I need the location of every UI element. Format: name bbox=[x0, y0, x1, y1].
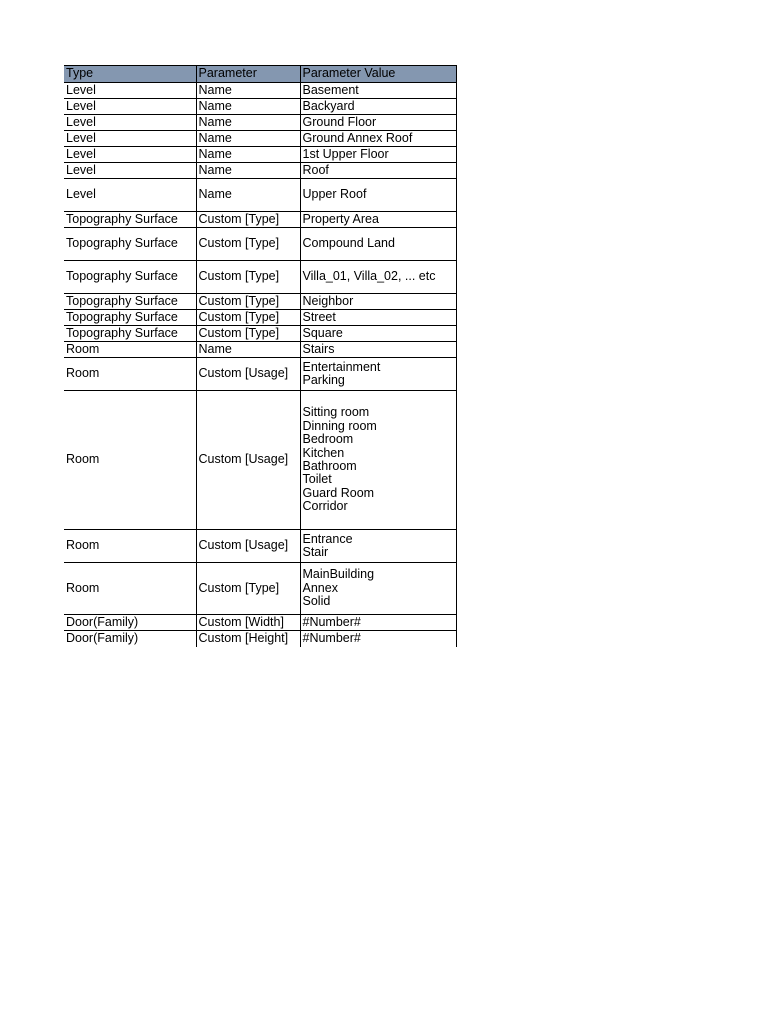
header-parameter-value: Parameter Value bbox=[300, 66, 456, 83]
table-row bbox=[64, 615, 456, 631]
header-row bbox=[64, 66, 456, 83]
value-line: #Number# bbox=[302, 631, 361, 646]
cell-parameter-value bbox=[300, 294, 456, 310]
cell-type: Level bbox=[64, 147, 196, 163]
value-line: Entertainment bbox=[302, 359, 381, 374]
cell-parameter: Name bbox=[196, 131, 300, 147]
cell-type: Topography Surface bbox=[64, 310, 196, 326]
cell-parameter-value bbox=[300, 261, 456, 294]
value-line: Backyard bbox=[302, 98, 355, 113]
table-row bbox=[64, 115, 456, 131]
table-row bbox=[64, 147, 456, 163]
cell-parameter-value bbox=[300, 631, 456, 647]
value-line: Stair bbox=[302, 545, 329, 559]
value-line: Basement bbox=[302, 82, 359, 97]
value-line: Stairs bbox=[302, 341, 335, 356]
cell-type: Level bbox=[64, 131, 196, 147]
value-line: Annex bbox=[302, 580, 338, 595]
cell-parameter-value bbox=[300, 358, 456, 391]
cell-parameter: Name bbox=[196, 342, 300, 358]
cell-parameter: Custom [Type] bbox=[196, 261, 300, 294]
cell-parameter: Name bbox=[196, 163, 300, 179]
value-line: Sitting room bbox=[302, 405, 370, 420]
cell-parameter-value bbox=[300, 530, 456, 563]
cell-parameter-value bbox=[300, 179, 456, 212]
cell-type: Level bbox=[64, 115, 196, 131]
cell-parameter: Custom [Width] bbox=[196, 615, 300, 631]
table-row bbox=[64, 310, 456, 326]
cell-parameter-value bbox=[300, 391, 456, 530]
value-line: Parking bbox=[302, 373, 345, 387]
cell-type: Topography Surface bbox=[64, 228, 196, 261]
cell-parameter: Name bbox=[196, 99, 300, 115]
cell-parameter-value bbox=[300, 131, 456, 147]
table-row bbox=[64, 342, 456, 358]
cell-type: Level bbox=[64, 99, 196, 115]
value-line: MainBuilding bbox=[302, 567, 375, 582]
cell-parameter-value bbox=[300, 310, 456, 326]
cell-type: Door(Family) bbox=[64, 615, 196, 631]
cell-parameter-value bbox=[300, 163, 456, 179]
cell-type: Level bbox=[64, 179, 196, 212]
header-type: Type bbox=[64, 66, 196, 83]
cell-parameter: Custom [Usage] bbox=[196, 358, 300, 391]
table-row bbox=[64, 179, 456, 212]
value-line: Corridor bbox=[302, 499, 348, 514]
cell-parameter: Custom [Type] bbox=[196, 310, 300, 326]
table-row bbox=[64, 530, 456, 563]
table-body bbox=[64, 83, 456, 647]
value-line: Dinning room bbox=[302, 418, 377, 433]
value-line: Square bbox=[302, 325, 343, 340]
cell-type: Room bbox=[64, 342, 196, 358]
cell-type: Door(Family) bbox=[64, 631, 196, 647]
table-row bbox=[64, 261, 456, 294]
cell-parameter: Name bbox=[196, 115, 300, 131]
cell-parameter: Custom [Type] bbox=[196, 294, 300, 310]
value-line: Neighbor bbox=[302, 293, 354, 308]
value-line: Bathroom bbox=[302, 459, 357, 473]
cell-type: Room bbox=[64, 530, 196, 563]
cell-type: Level bbox=[64, 83, 196, 99]
value-line: Roof bbox=[302, 162, 329, 177]
cell-parameter: Name bbox=[196, 83, 300, 99]
cell-parameter: Custom [Height] bbox=[196, 631, 300, 647]
cell-parameter-value bbox=[300, 147, 456, 163]
table-row bbox=[64, 131, 456, 147]
table-row bbox=[64, 212, 456, 228]
cell-type: Level bbox=[64, 163, 196, 179]
cell-parameter-value bbox=[300, 615, 456, 631]
cell-type: Room bbox=[64, 358, 196, 391]
value-line: Entrance bbox=[302, 531, 353, 546]
cell-parameter: Custom [Type] bbox=[196, 212, 300, 228]
value-line: Ground Floor bbox=[302, 114, 377, 129]
cell-parameter: Name bbox=[196, 179, 300, 212]
parameter-table bbox=[64, 65, 457, 647]
value-line: Solid bbox=[302, 594, 331, 609]
cell-type: Topography Surface bbox=[64, 212, 196, 228]
value-line: Ground Annex Roof bbox=[302, 130, 413, 145]
cell-parameter-value bbox=[300, 228, 456, 261]
value-line: #Number# bbox=[302, 614, 361, 629]
cell-parameter: Name bbox=[196, 147, 300, 163]
cell-parameter-value bbox=[300, 342, 456, 358]
value-line: Compound Land bbox=[302, 236, 395, 251]
table-row bbox=[64, 326, 456, 342]
value-line: Upper Roof bbox=[302, 187, 367, 202]
value-line: 1st Upper Floor bbox=[302, 146, 389, 161]
value-line: Kitchen bbox=[302, 445, 345, 460]
cell-type: Topography Surface bbox=[64, 261, 196, 294]
cell-parameter-value bbox=[300, 326, 456, 342]
cell-parameter: Custom [Usage] bbox=[196, 530, 300, 563]
cell-parameter-value bbox=[300, 99, 456, 115]
cell-type: Room bbox=[64, 563, 196, 615]
cell-type: Topography Surface bbox=[64, 326, 196, 342]
cell-parameter: Custom [Usage] bbox=[196, 391, 300, 530]
table-row bbox=[64, 83, 456, 99]
value-line: Guard Room bbox=[302, 485, 375, 500]
cell-type: Room bbox=[64, 391, 196, 530]
table-row bbox=[64, 631, 456, 647]
value-line: Property Area bbox=[302, 211, 379, 226]
cell-parameter-value bbox=[300, 83, 456, 99]
value-line: Bedroom bbox=[302, 432, 354, 447]
table-row bbox=[64, 163, 456, 179]
table-row bbox=[64, 358, 456, 391]
cell-parameter: Custom [Type] bbox=[196, 326, 300, 342]
cell-parameter-value bbox=[300, 563, 456, 615]
cell-parameter-value bbox=[300, 115, 456, 131]
table-row bbox=[64, 228, 456, 261]
cell-parameter-value bbox=[300, 212, 456, 228]
cell-type: Topography Surface bbox=[64, 294, 196, 310]
header-parameter: Parameter bbox=[196, 66, 300, 83]
value-line: Toilet bbox=[302, 472, 332, 487]
table-row bbox=[64, 391, 456, 530]
cell-parameter: Custom [Type] bbox=[196, 563, 300, 615]
table-row bbox=[64, 294, 456, 310]
table-row bbox=[64, 563, 456, 615]
table-row bbox=[64, 99, 456, 115]
value-line: Street bbox=[302, 309, 336, 324]
cell-parameter: Custom [Type] bbox=[196, 228, 300, 261]
value-line: Villa_01, Villa_02, ... etc bbox=[302, 269, 436, 284]
